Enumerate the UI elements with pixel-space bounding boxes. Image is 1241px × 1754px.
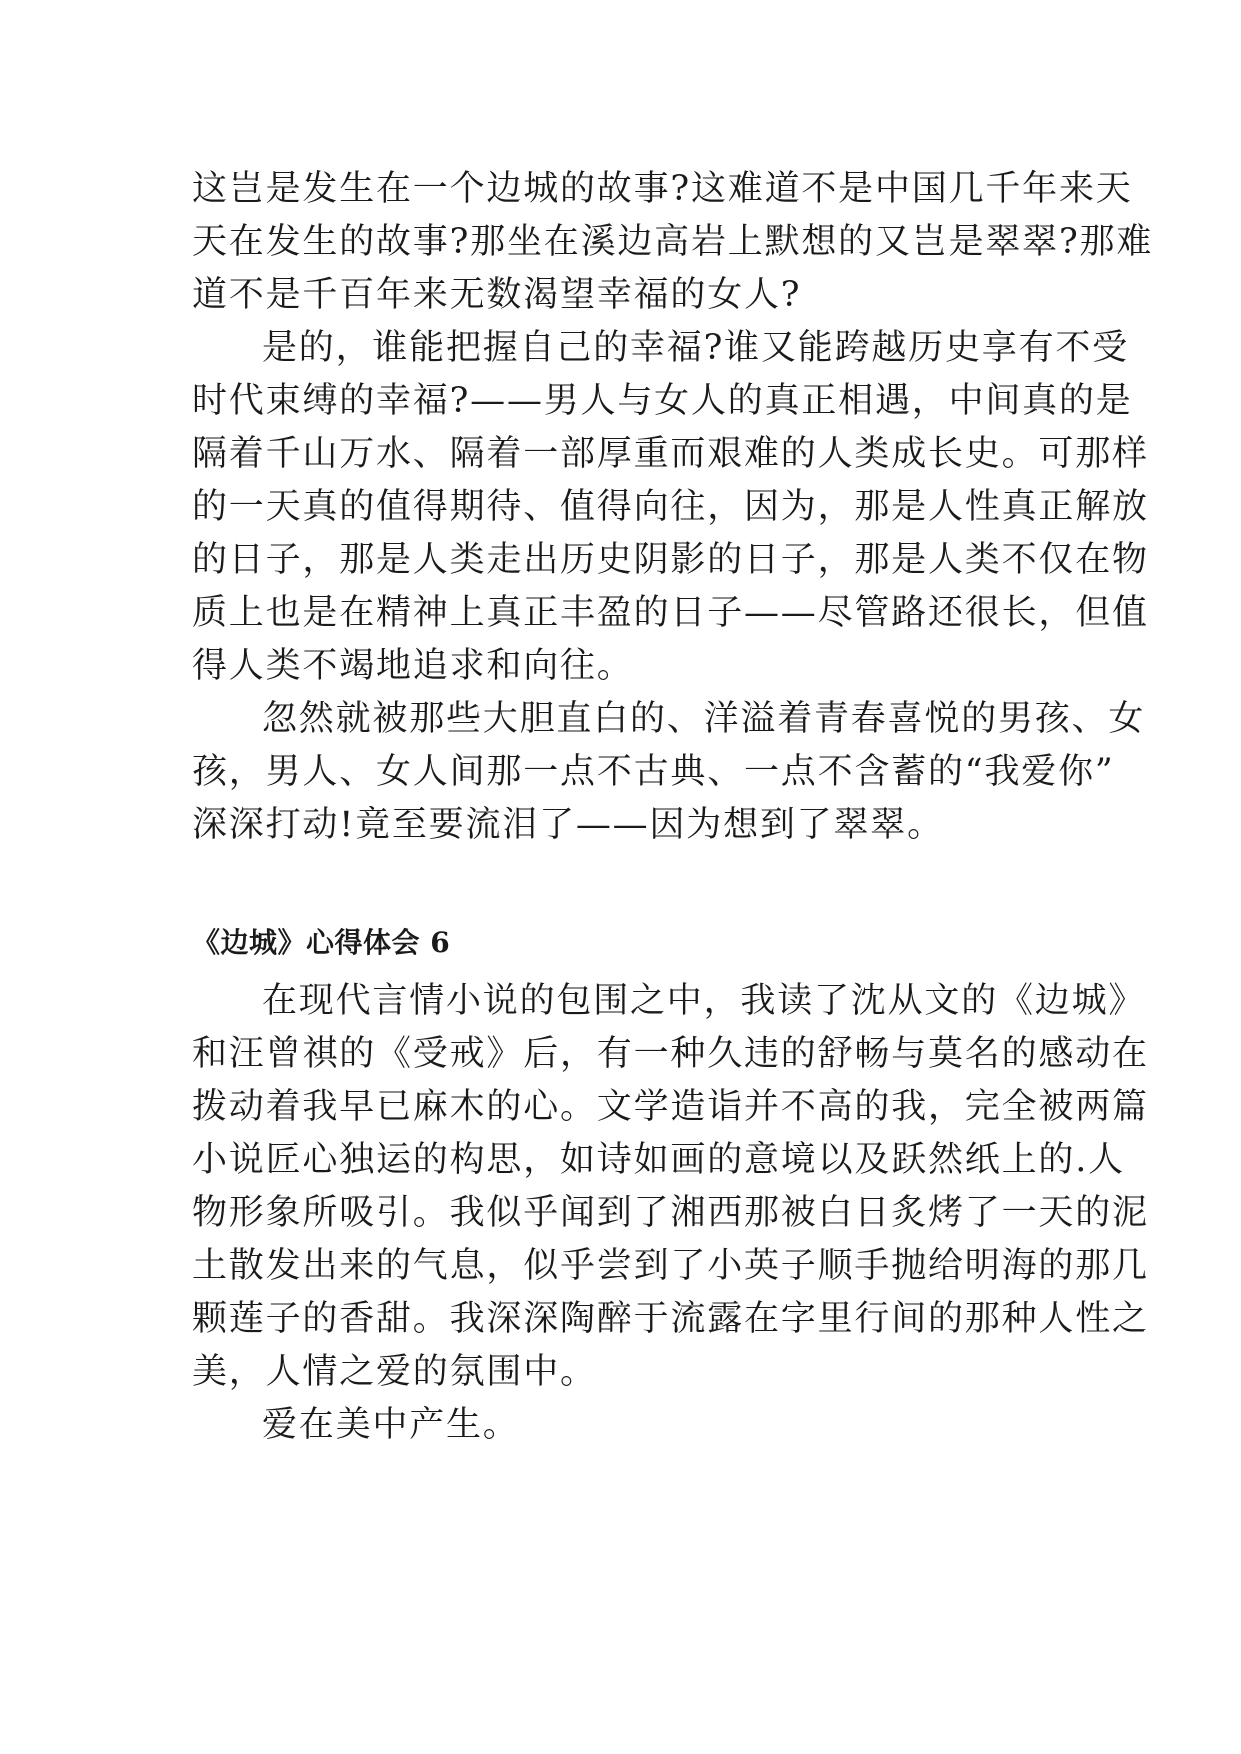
text-line: 在现代言情小说的包围之中，我读了沈从文的《边城》	[262, 981, 1146, 1021]
text-line: 的日子，那是人类走出历史阴影的日子，那是人类不仅在物	[192, 540, 1149, 580]
text-line: 孩，男人、女人间那一点不古典、一点不含蓄的“我爱你”	[192, 752, 1115, 792]
text-line: 道不是千百年来无数渴望幸福的女人?	[192, 275, 802, 315]
text-line: 得人类不竭地追求和向往。	[192, 646, 634, 686]
text-line: 时代束缚的幸福?——男人与女人的真正相遇，中间真的是	[192, 381, 1133, 421]
text-line: 颗莲子的香甜。我深深陶醉于流露在字里行间的那种人性之	[192, 1299, 1149, 1339]
text-line: 天在发生的故事?那坐在溪边高岩上默想的又岂是翠翠?那难	[192, 222, 1154, 262]
text-line: 隔着千山万水、隔着一部厚重而艰难的人类成长史。可那样	[192, 434, 1149, 474]
section-heading: 《边城》心得体会 6	[192, 926, 451, 959]
text-line: 美，人情之爱的氛围中。	[192, 1352, 597, 1392]
text-line: 忽然就被那些大胆直白的、洋溢着青春喜悦的男孩、女	[262, 699, 1146, 739]
text-line: 质上也是在精神上真正丰盈的日子——尽管路还很长，但值	[192, 593, 1149, 633]
text-line: 这岂是发生在一个边城的故事?这难道不是中国几千年来天	[192, 169, 1133, 209]
text-line: 土散发出来的气息，似乎尝到了小英子顺手抛给明海的那几	[192, 1246, 1149, 1286]
text-line: 拨动着我早已麻木的心。文学造诣并不高的我，完全被两篇	[192, 1087, 1149, 1127]
text-line: 的一天真的值得期待、值得向往，因为，那是人性真正解放	[192, 487, 1149, 527]
text-line: 物形象所吸引。我似乎闻到了湘西那被白日炙烤了一天的泥	[192, 1193, 1149, 1233]
text-line: 爱在美中产生。	[262, 1405, 520, 1445]
text-line: 是的，谁能把握自己的幸福?谁又能跨越历史享有不受	[262, 328, 1129, 368]
text-line: 和汪曾祺的《受戒》后，有一种久违的舒畅与莫名的感动在	[192, 1034, 1149, 1074]
text-line: 小说匠心独运的构思，如诗如画的意境以及跃然纸上的.人	[192, 1140, 1125, 1180]
text-line: 深深打动!竟至要流泪了——因为想到了翠翠。	[192, 805, 944, 845]
